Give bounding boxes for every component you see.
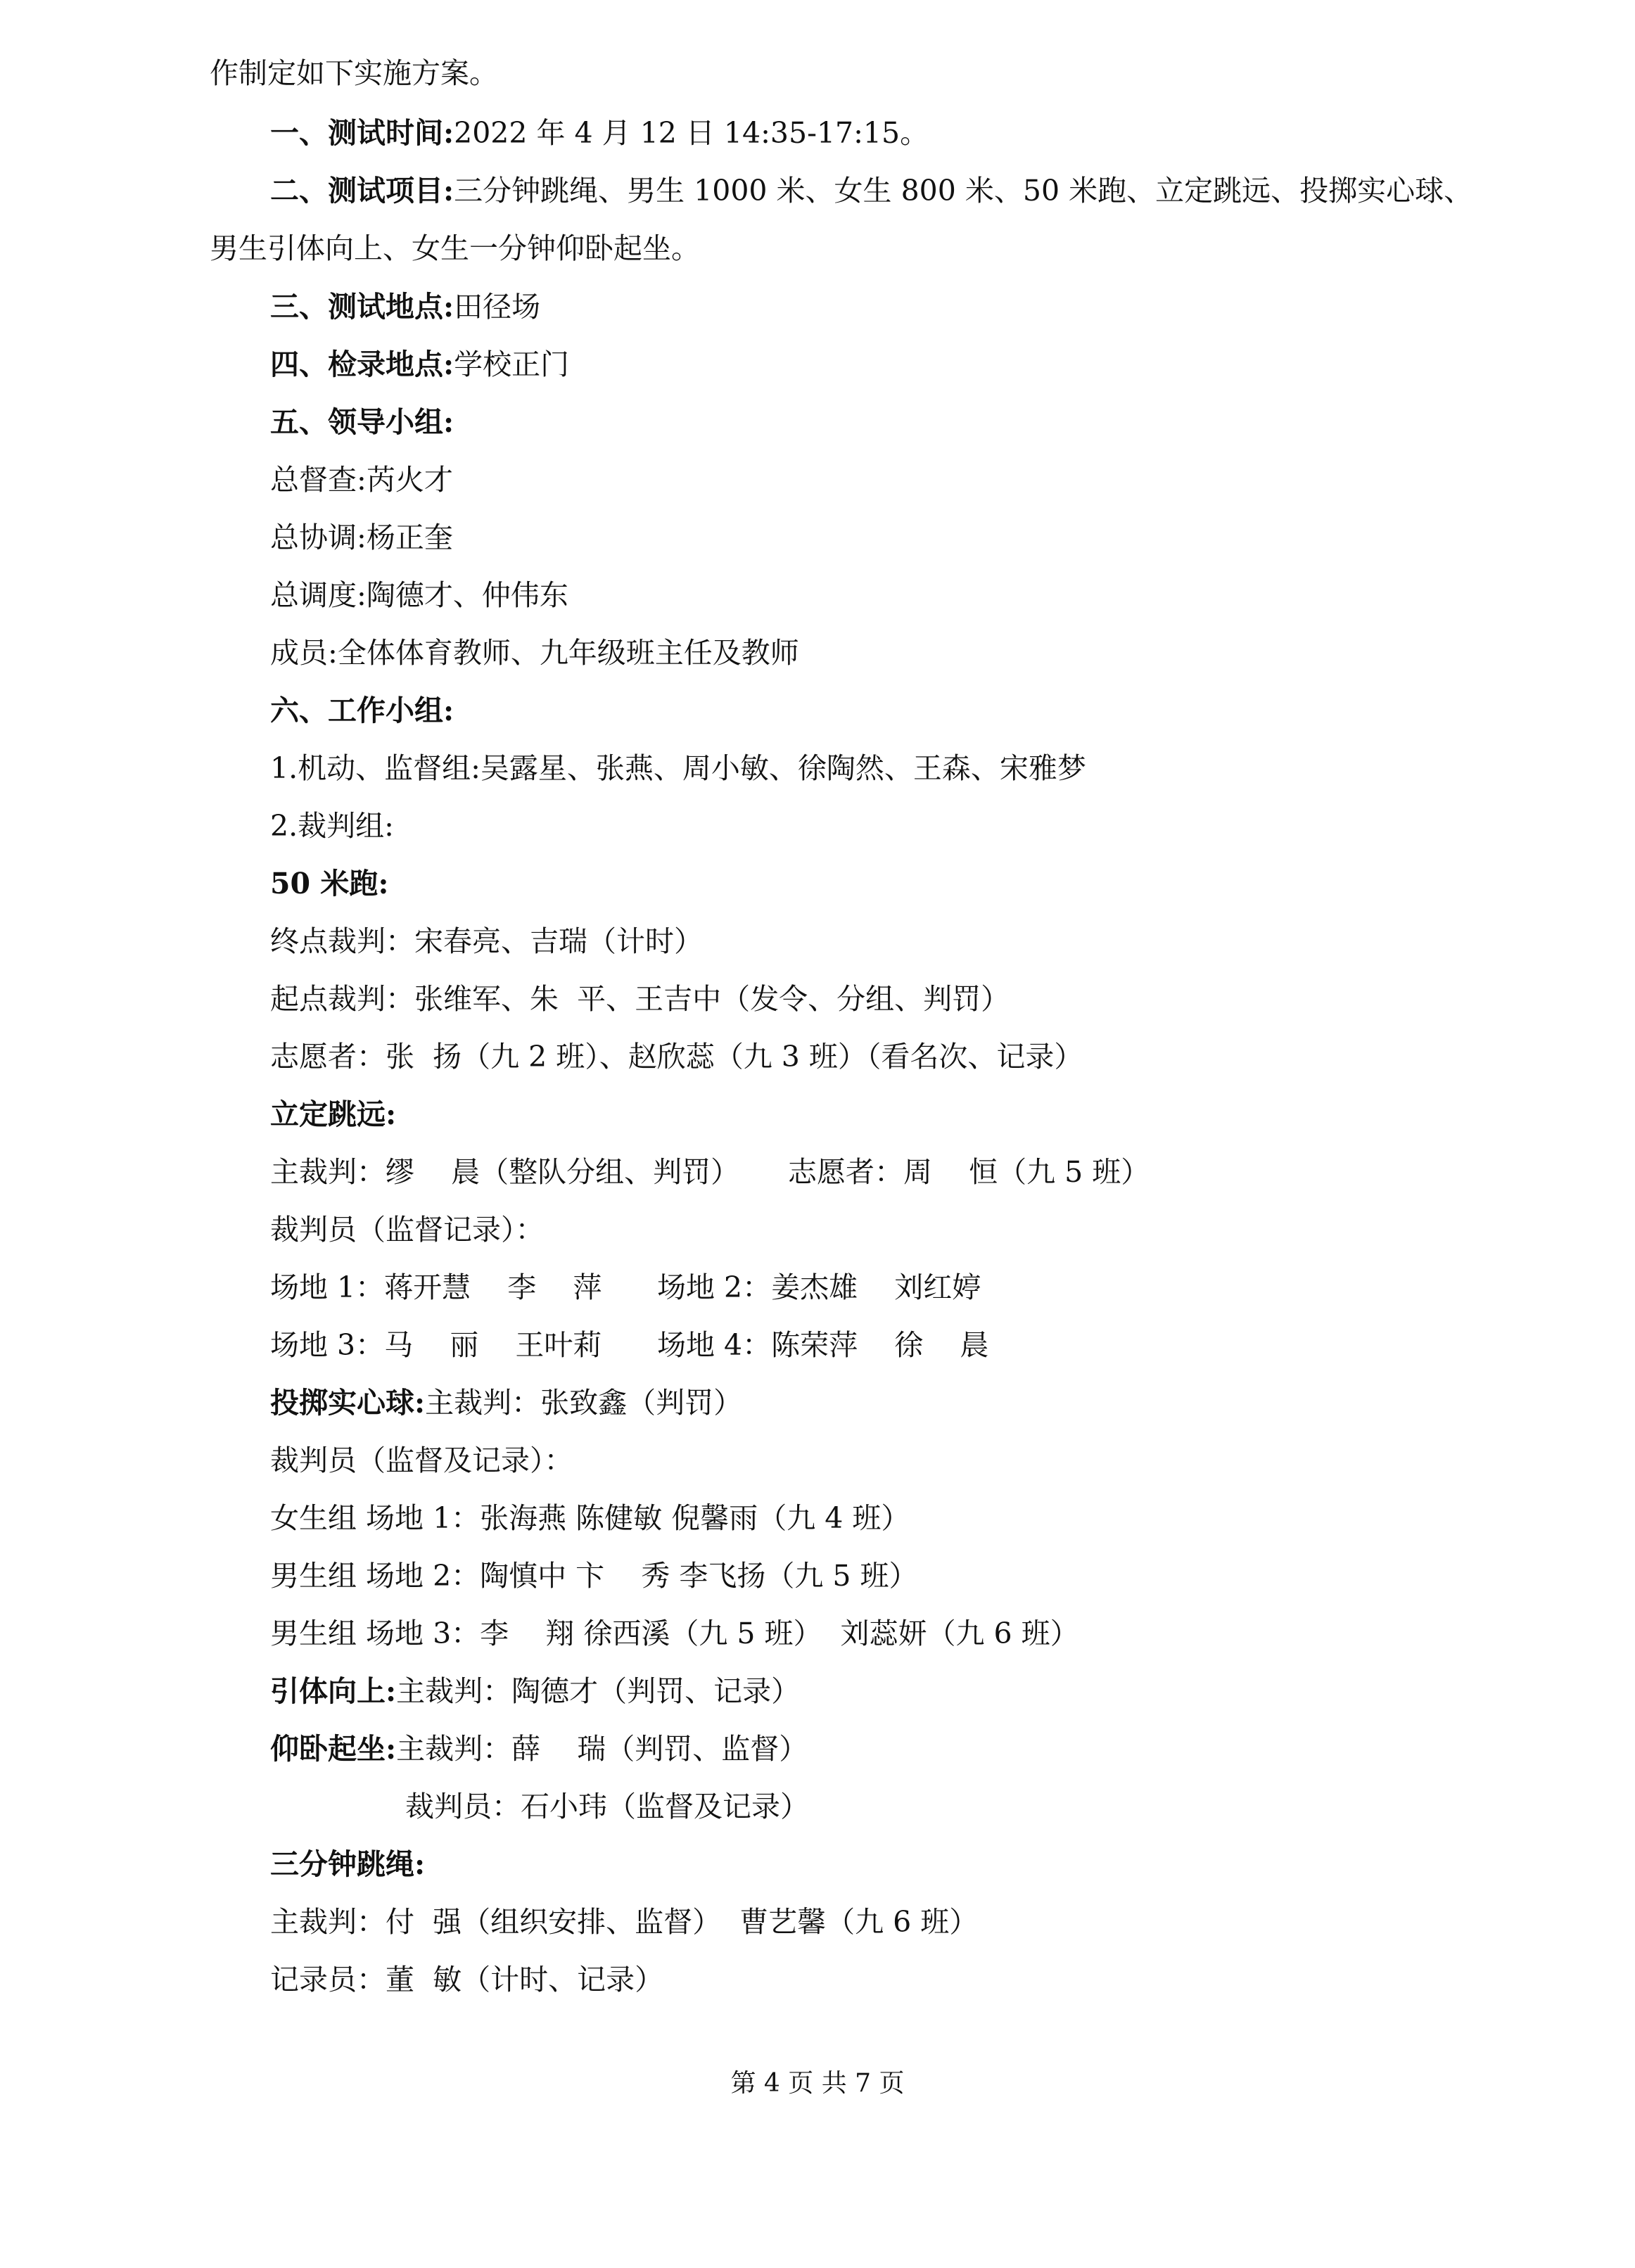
section-heading: 三、测试地点:: [270, 290, 454, 324]
section-heading: 一、测试时间:: [270, 116, 454, 150]
section-workgroup-heading: 六、工作小组:: [270, 694, 454, 727]
standing-jump-volunteer: 志愿者：周 恒（九 5 班）: [788, 1155, 1150, 1189]
sprint50-line: 起点裁判：张维军、朱 平、王吉中（发令、分组、判罚）: [270, 982, 1010, 1016]
leadership-line: 总调度:陶德才、仲伟东: [270, 578, 568, 612]
shot-put-line: 女生组 场地 1：张海燕 陈健敏 倪馨雨（九 4 班）: [270, 1501, 910, 1535]
rope-skip-recorder: 记录员：董 敏（计时、记录）: [270, 1963, 664, 1996]
section-text: 三分钟跳绳、男生 1000 米、女生 800 米、50 米跑、立定跳远、投掷实心球、: [454, 174, 1473, 208]
section-leadership-heading: 五、领导小组:: [270, 405, 454, 439]
workgroup-line: 2.裁判组:: [270, 809, 394, 843]
leadership-line: 总协调:杨正奎: [270, 521, 453, 554]
workgroup-line: 1.机动、监督组:吴露星、张燕、周小敏、徐陶然、王森、宋雅梦: [270, 751, 1086, 785]
sprint50-line: 终点裁判：宋春亮、吉瑞（计时）: [270, 924, 703, 958]
section-test-location: [270, 288, 540, 325]
standing-jump-main-judge: 主裁判：缪 晨（整队分组、判罚）: [270, 1155, 740, 1189]
standing-jump-heading: 立定跳远:: [270, 1097, 397, 1131]
section-heading: 四、检录地点:: [270, 348, 454, 381]
venue-line: 场地 1：蒋开慧 李 萍: [270, 1270, 602, 1304]
section-checkin-location: [270, 346, 569, 383]
section-test-time: [270, 115, 929, 151]
venue-line: 场地 2：姜杰雄 刘红婷: [657, 1270, 981, 1304]
venue-line: 场地 4：陈荣萍 徐 晨: [657, 1328, 989, 1362]
leadership-line: 总督查:芮火才: [270, 463, 453, 497]
sprint50-heading: 50 米跑:: [270, 867, 389, 900]
section-text: 田径场: [454, 290, 541, 324]
sit-up-text: 主裁判：薛 瑞（判罚、监督）: [396, 1732, 808, 1766]
shot-put-heading: 投掷实心球:: [270, 1386, 426, 1420]
shot-put-judges-label: 裁判员（监督及记录）：: [270, 1444, 573, 1477]
section-test-items-continuation: 男生引体向上、女生一分钟仰卧起坐。: [210, 231, 700, 265]
section-text: 学校正门: [454, 348, 570, 381]
section-text: 2022 年 4 月 12 日 14:35-17:15。: [454, 116, 929, 150]
rope-skip-main-judge: 主裁判：付 强（组织安排、监督） 曹艺馨（九 6 班）: [270, 1905, 979, 1939]
pull-up-line: [270, 1673, 800, 1709]
pull-up-text: 主裁判：陶德才（判罚、记录）: [396, 1674, 801, 1708]
shot-put-line: [270, 1384, 742, 1421]
page-footer: 第 4 页 共 7 页: [730, 2069, 905, 2098]
section-test-items: [270, 172, 1472, 209]
pull-up-heading: 引体向上:: [270, 1674, 397, 1708]
rope-skip-heading: 三分钟跳绳:: [270, 1847, 426, 1881]
shot-put-line: 男生组 场地 3：李 翔 徐西溪（九 5 班） 刘蕊妍（九 6 班）: [270, 1617, 1079, 1650]
standing-jump-judges-label: 裁判员（监督记录）：: [270, 1213, 545, 1247]
sprint50-line: 志愿者：张 扬（九 2 班）、赵欣蕊（九 3 班）（看名次、记录）: [270, 1040, 1083, 1074]
shot-put-line: 男生组 场地 2：陶慎中 卞 秀 李飞扬（九 5 班）: [270, 1559, 918, 1593]
sit-up-heading: 仰卧起坐:: [270, 1732, 397, 1766]
shot-put-main-judge: 主裁判：张致鑫（判罚）: [425, 1386, 743, 1420]
venue-line: 场地 3：马 丽 王叶莉: [270, 1328, 602, 1362]
intro-line: 作制定如下实施方案。: [210, 56, 498, 90]
leadership-line: 成员:全体体育教师、九年级班主任及教师: [270, 636, 799, 670]
sit-up-judges: 裁判员：石小玮（监督及记录）: [405, 1790, 809, 1823]
section-heading: 二、测试项目:: [270, 174, 454, 208]
sit-up-line: [270, 1731, 808, 1767]
